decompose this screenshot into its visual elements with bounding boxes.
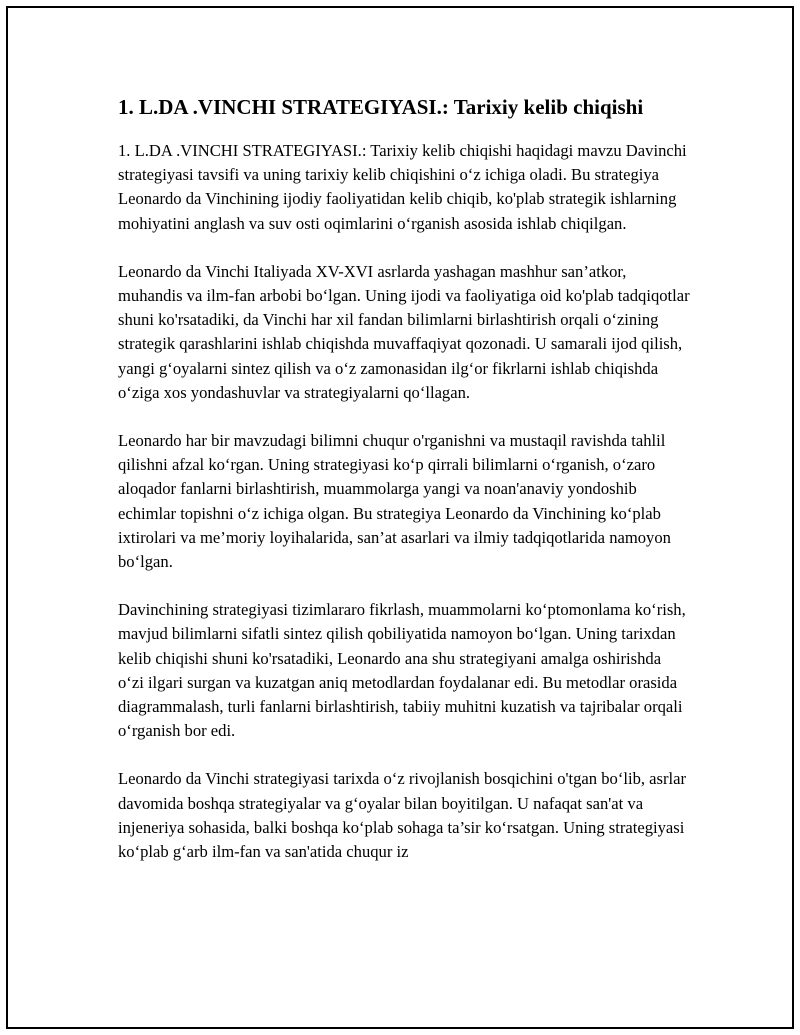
paragraph-1: 1. L.DA .VINCHI STRATEGIYASI.: Tarixiy kelib chiqishi haqidagi mavzu Davinchi strategiyasi tavsifi va uning tarixiy kelib chiqishini o‘z ichiga oladi. Bu strategiya Leonardo da Vinchining ijodiy faoliyatidan kelib chiqib, ko'plab strategik ishlarning mohiyatini anglash va suv osti oqimlarini o‘rganish asosida ishlab chiqilgan.: [118, 141, 687, 233]
paragraph-2: Leonardo da Vinchi Italiyada XV-XVI asrlarda yashagan mashhur san’atkor, muhandis va ilm-fan arbobi bo‘lgan. Uning ijodi va faoliyatiga oid ko'plab tadqiqotlar shuni ko'rsatadiki, da Vinchi har xil fandan bilimlarni birlashtirish orqali o‘zining strategik qarashlarini ishlab chiqishda muvaffaqiyat qozonadi. U samarali ijod qilish, yangi g‘oyalarni sintez qilish va o‘z zamonasidan ilg‘or fikrlarni ishlab chiqishda o‘ziga xos yondashuvlar va strategiyalarni qo‘llagan.: [118, 261, 690, 402]
paragraph-3: Leonardo har bir mavzudagi bilimni chuqur o'rganishni va mustaqil ravishda tahlil qilishni afzal ko‘rgan. Uning strategiyasi ko‘p qirrali bilimlarni o‘rganish, o‘zaro aloqador fanlarni birlashtirish, muammolarga yangi va noan'anaviy yondoshib echimlar topishni o‘z ichiga olgan. Bu strategiya Leonardo da Vinchining ko‘plab ixtirolari va me’moriy loyihalarida, san’at asarlari va ilmiy tadqiqotlarida namoyon bo‘lgan.: [118, 431, 671, 572]
paragraph-5: Leonardo da Vinchi strategiyasi tarixda o‘z rivojlanish bosqichini o'tgan bo‘lib, asrlar davomida boshqa strategiyalar va g‘oyalar bilan boyitilgan. U nafaqat san'at va injeneriya sohasida, balki boshqa ko‘plab sohaga ta’sir ko‘rsatgan. Uning strategiyasi ko‘plab g‘arb ilm-fan va san'atida chuqur iz: [118, 769, 687, 862]
paragraph-4: Davinchining strategiyasi tizimlararo fikrlash, muammolarni ko‘ptomonlama ko‘rish, mavjud bilimlarni sifatli sintez qilish qobiliyatida namoyon bo‘lgan. Uning tarixdan kelib chiqishi shuni ko'rsatadiki, Leonardo ana shu strategiyani amalga oshirishda o‘zi ilgari surgan va kuzatgan aniq metodlardan foydalanar edi. Bu metodlar orasida diagrammalash, turli fanlarni birlashtirish, tabiiy muhitni kuzatish va tajribalar orqali o‘rganish bor edi.: [118, 600, 686, 741]
document-body: [118, 94, 690, 888]
document-title: 1. L.DA .VINCHI STRATEGIYASI.: Tarixiy kelib chiqishi: [118, 95, 644, 119]
